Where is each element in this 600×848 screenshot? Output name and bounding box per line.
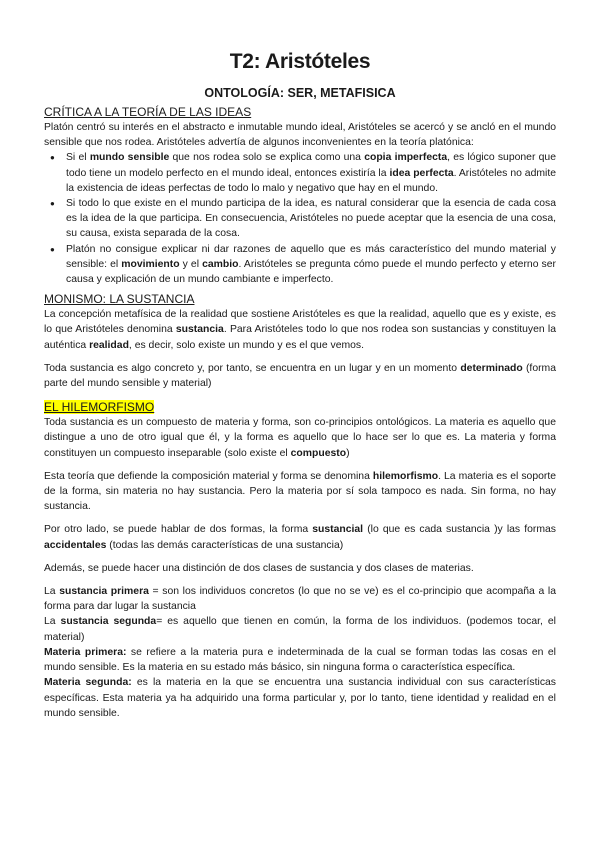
definition-sustancia-segunda: La sustancia segunda= es aquello que tienen en común, la forma de los individuos. (podemos tocar, el material) xyxy=(44,616,556,643)
paragraph: Toda sustancia es un compuesto de materia y forma, son co-principios ontológicos. La materia es aquello que distingue a uno de otro igual que él, y la forma es aquello que lo hace ser lo que es. La materia y forma constituyen un compuesto inseparable (solo existe el compuesto) xyxy=(44,417,556,459)
list-item: ● Platón no consigue explicar ni dar razones de aquello que es más característico del mundo material y sensible: el movimiento y el cambio. Aristóteles se pregunta cómo puede el mundo perfecto y eterno ser causa y explicación de un mundo cambiante e imperfecto. xyxy=(66,242,556,288)
definition-materia-primera: Materia primera: se refiere a la materia pura e indeterminada de la cual se forman todas las cosas en el mundo sensible. Es la materia en su estado más básico, sin ninguna forma o característica específica. xyxy=(44,646,556,674)
section-heading-critica: CRÍTICA A LA TEORÍA DE LAS IDEAS xyxy=(44,105,252,119)
list-item: ● Si el mundo sensible que nos rodea solo se explica como una copia imperfecta, es lógico suponer que todo tiene un modelo perfecto en el mundo ideal, entonces existiría la idea perfecta. Aristóteles no admite la existencia de ideas perfectas de todo lo malo y negativo que hay en el mundo. xyxy=(66,150,556,196)
section-heading-monismo: MONISMO: LA SUSTANCIA xyxy=(44,292,195,307)
paragraph: Además, se puede hacer una distinción de dos clases de sustancia y dos clases de materias. xyxy=(44,562,474,574)
paragraph: La concepción metafísica de la realidad que sostiene Aristóteles es que la realidad, aquello que es y existe, es lo que Aristóteles denomina sustancia. Para Aristóteles todo lo que nos rodea son sustancias y constituyen la auténtica realidad, es decir, solo existe un mundo y es el que vemos. xyxy=(44,309,556,351)
document-body xyxy=(44,104,556,721)
paragraph: Por otro lado, se puede hablar de dos formas, la forma sustancial (lo que es cada sustancia )y las formas accidentales (todas las demás características de una sustancia) xyxy=(44,524,556,551)
definition-materia-segunda: Materia segunda: es la materia en la que se encuentra una sustancia individual con sus características específicas. Esta materia ya ha adquirido una forma particular y, por lo tanto, tiene identidad y realidad en el mundo sensible. xyxy=(44,677,556,719)
paragraph: Esta teoría que defiende la composición material y forma se denomina hilemorfismo. La materia es el soporte de la forma, sin materia no hay sustancia. Pero la materia por sí sola tampoco es nada. Sin forma, no hay sustancia. xyxy=(44,470,556,513)
paragraph: Platón centró su interés en el abstracto e inmutable mundo ideal, Aristóteles se acercó y se ancló en el mundo sensible que nos rodea. Aristóteles advertía de algunos inconvenientes en la teoría platónica: xyxy=(44,122,556,149)
bullet-list xyxy=(44,150,556,287)
page-subtitle: ONTOLOGÍA: SER, METAFISICA xyxy=(204,86,396,100)
definition-sustancia-primera: La sustancia primera = son los individuos concretos (lo que no se ve) es el co-principio que acompaña a la forma para dar lugar la sustancia xyxy=(44,586,556,613)
list-item: ● Si todo lo que existe en el mundo participa de la idea, es natural considerar que la esencia de cada cosa es la idea de la que participa. En consecuencia, Aristóteles no puede aceptar que la esencia de una cosa, su causa, exista separada de la cosa. xyxy=(66,196,556,242)
page-title: T2: Aristóteles xyxy=(229,50,371,73)
section-heading-hilemorfismo: EL HILEMORFISMO xyxy=(44,400,155,415)
paragraph: Toda sustancia es algo concreto y, por tanto, se encuentra en un lugar y en un momento determinado (forma parte del mundo sensible y material) xyxy=(44,362,556,390)
